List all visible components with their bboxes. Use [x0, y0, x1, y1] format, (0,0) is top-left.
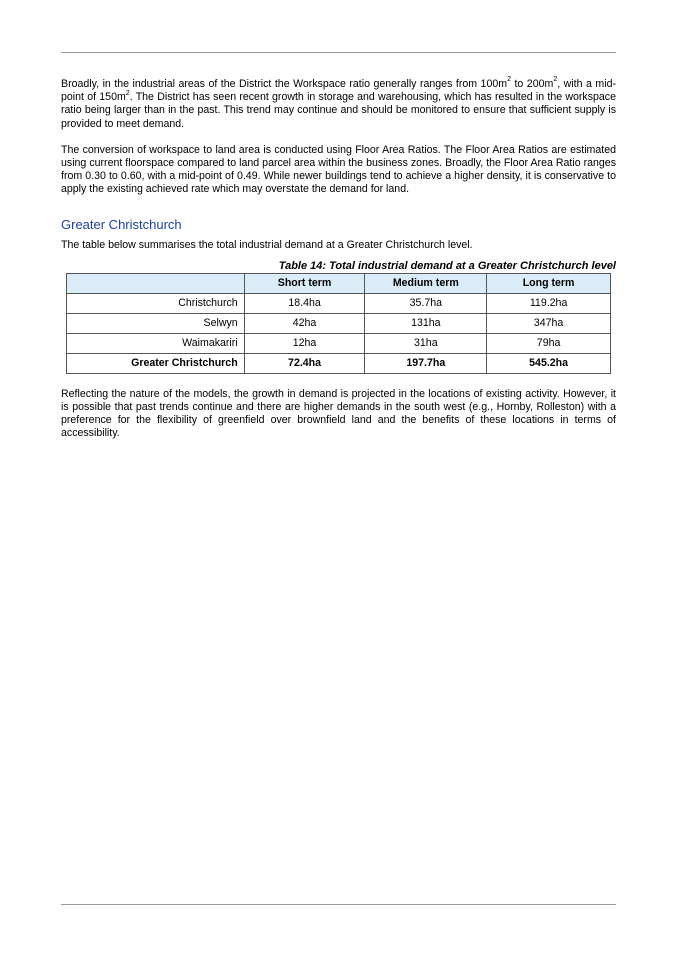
- cell-short-term: 42ha: [244, 313, 365, 333]
- cell-medium-term: 31ha: [365, 333, 487, 353]
- cell-long-term: 119.2ha: [487, 293, 611, 313]
- table-caption: Table 14: Total industrial demand at a Greater Christchurch level: [278, 259, 616, 272]
- header-cell-short-term: Short term: [244, 273, 365, 293]
- cell-medium-term: 131ha: [365, 313, 487, 333]
- table-row: [67, 293, 611, 313]
- header-cell-medium-term: Medium term: [365, 273, 487, 293]
- paragraph-table-intro: The table below summarises the total industrial demand at a Greater Christchurch level.: [61, 238, 473, 251]
- section-heading: Greater Christchurch: [61, 216, 182, 232]
- cell-medium-term: 35.7ha: [365, 293, 487, 313]
- cell-short-term: 18.4ha: [244, 293, 365, 313]
- cell-short-term: 72.4ha: [244, 353, 365, 373]
- industrial-demand-table: [66, 273, 611, 374]
- table-row: [67, 313, 611, 333]
- cell-short-term: 12ha: [244, 333, 365, 353]
- cell-long-term: 545.2ha: [487, 353, 611, 373]
- header-cell-region: [67, 273, 245, 293]
- table-total-row: [67, 353, 611, 373]
- table-row: [67, 333, 611, 353]
- header-rule: [61, 52, 616, 53]
- paragraph-growth-locations: Reflecting the nature of the models, the growth in demand is projected in the locations of existing activity. However, it is possible that past trends continue and there are higher demands in the south west (e.g., Hornby, Rolleston) with a preference for the flexibility of greenfield over brownfield land and the benefits of these locations in terms of accessibility.: [61, 387, 616, 440]
- page-content: [61, 78, 616, 441]
- cell-medium-term: 197.7ha: [365, 353, 487, 373]
- cell-long-term: 79ha: [487, 333, 611, 353]
- cell-long-term: 347ha: [487, 313, 611, 333]
- row-label: Christchurch: [67, 293, 245, 313]
- footer-rule: [61, 904, 616, 905]
- paragraph-workspace-ratio: Broadly, in the industrial areas of the District the Workspace ratio generally ranges from $100m^2$ to $200m^2$, with a mid-point of $150m^2$. The District has seen recent growth in storage and warehousing, which has resulted in the workspace ratio being larger than in the past. This trend may continue and should be monitored to ensure that sufficient supply is provided to meet demand.: [61, 76, 616, 130]
- row-label: Greater Christchurch: [67, 353, 245, 373]
- row-label: Waimakariri: [67, 333, 245, 353]
- row-label: Selwyn: [67, 313, 245, 333]
- paragraph-floor-area-ratio: The conversion of workspace to land area is conducted using Floor Area Ratios. The Floor Area Ratios are estimated using current floorspace compared to land parcel area within the business zones. Broadly, the Floor Area Ratio ranges from 0.30 to 0.60, with a mid-point of 0.49. While newer buildings tend to achieve a higher density, it is conservative to apply the existing achieved rate which may overstate the demand for land.: [61, 143, 616, 196]
- table-header-row: [67, 273, 611, 293]
- header-cell-long-term: Long term: [487, 273, 611, 293]
